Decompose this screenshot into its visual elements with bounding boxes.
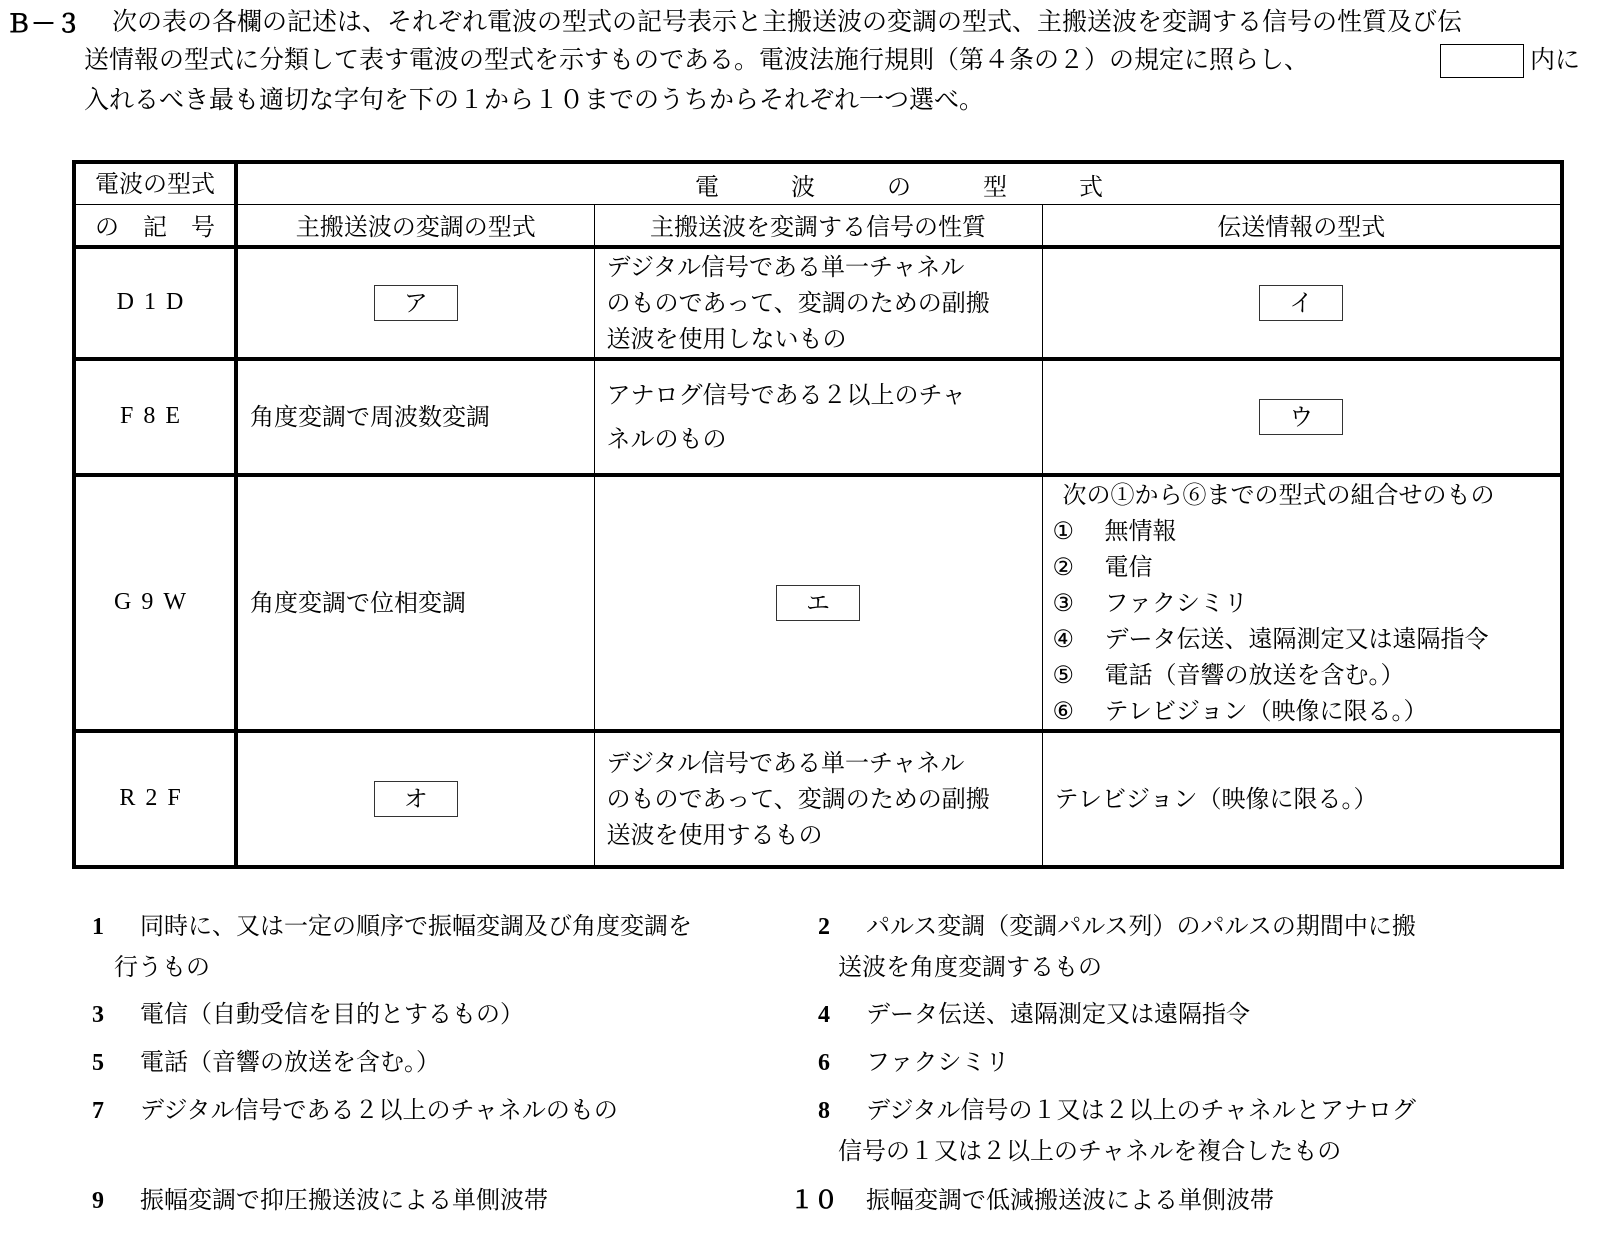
- choice-text: パルス変調（変調パルス列）のパルスの期間中に搬: [866, 912, 1416, 940]
- signal-cell: [594, 359, 1042, 475]
- question-number: Ｂ－３: [6, 11, 82, 38]
- info-list-item: [1053, 513, 1551, 549]
- list-text: 電信: [1104, 552, 1153, 581]
- blank-box-example: [1440, 44, 1524, 78]
- header-modulation-label: 主搬送波の変調の型式: [295, 213, 536, 242]
- choice-text-cont: 信号の１又は２以上のチャネルを複合したもの: [838, 1137, 1342, 1165]
- info-list-item: [1053, 693, 1551, 729]
- list-mark: ⑥: [1052, 696, 1075, 725]
- choice-10[interactable]: [790, 1180, 1274, 1221]
- list-text: 無情報: [1104, 516, 1177, 545]
- table-row: [74, 731, 1562, 867]
- choice-text-cont: 行うもの: [114, 953, 210, 981]
- choice-5[interactable]: [92, 1042, 440, 1083]
- choice-number: １０: [790, 1188, 838, 1214]
- choice-text: デジタル信号である２以上のチャネルのもの: [140, 1096, 618, 1124]
- list-text: ファクシミリ: [1104, 588, 1249, 617]
- info-list-item: [1053, 585, 1551, 621]
- header-group-cell: [236, 162, 1562, 205]
- info-cell: [1042, 359, 1562, 475]
- signal-cell: [594, 731, 1042, 867]
- code-cell: F8E: [74, 359, 236, 475]
- choice-8[interactable]: [818, 1090, 1416, 1171]
- answer-blank-a[interactable]: ア: [374, 285, 458, 321]
- modulation-cell: [236, 475, 594, 731]
- list-mark: ③: [1052, 588, 1075, 617]
- question-text-line2: 送情報の型式に分類して表す電波の型式を示すものである。電波法施行規則（第４条の２）の規定に照らし、: [84, 45, 1310, 74]
- info-list-item: [1053, 621, 1551, 657]
- choice-text: デジタル信号の１又は２以上のチャネルとアナログ: [866, 1096, 1416, 1124]
- choice-text: データ伝送、遠隔測定又は遠隔指令: [866, 1000, 1250, 1028]
- header-symbol-line2: の 記 号: [95, 213, 215, 242]
- choice-text: ファクシミリ: [866, 1048, 1010, 1076]
- signal-line: アナログ信号である２以上のチャ: [606, 380, 966, 409]
- choice-number: 8: [818, 1098, 830, 1124]
- modulation-text: 角度変調で位相変調: [250, 588, 466, 617]
- info-cell: [1042, 475, 1562, 731]
- info-cell: [1042, 731, 1562, 867]
- list-mark: ②: [1052, 552, 1075, 581]
- choice-number: 3: [92, 1002, 104, 1028]
- choice-number: 5: [92, 1050, 104, 1076]
- choice-3[interactable]: [92, 994, 524, 1035]
- answer-blank-u[interactable]: ウ: [1259, 399, 1343, 435]
- info-list-item: [1053, 657, 1551, 693]
- list-text: テレビジョン（映像に限る。）: [1104, 696, 1428, 725]
- modulation-text: 角度変調で周波数変調: [250, 402, 490, 431]
- info-intro: 次の①から⑥までの型式の組合せのもの: [1062, 480, 1495, 509]
- info-list-item: [1053, 549, 1551, 585]
- header-info-label: 伝送情報の型式: [1217, 213, 1386, 242]
- choice-text: 電信（自動受信を目的とするもの）: [140, 1000, 524, 1028]
- list-mark: ①: [1052, 516, 1075, 545]
- modulation-cell: [236, 359, 594, 475]
- question-text-line2-end: 内に: [1530, 45, 1581, 74]
- info-text: テレビジョン（映像に限る。）: [1054, 784, 1378, 813]
- header-group-title: 電 波 の 型 式: [695, 172, 1103, 201]
- list-mark: ⑤: [1052, 660, 1075, 689]
- code-cell: D1D: [74, 247, 236, 359]
- code-cell: R2F: [74, 731, 236, 867]
- list-text: 電話（音響の放送を含む。）: [1104, 660, 1405, 689]
- signal-line: のものであって、変調のための副搬: [606, 784, 990, 813]
- choice-number: 1: [92, 914, 104, 940]
- answer-blank-i[interactable]: イ: [1259, 285, 1343, 321]
- code-cell: G9W: [74, 475, 236, 731]
- radio-wave-type-table: [72, 160, 1564, 869]
- signal-line: デジタル信号である単一チャネル: [606, 748, 965, 777]
- choice-text: 電話（音響の放送を含む。）: [140, 1048, 440, 1076]
- choice-text: 同時に、又は一定の順序で振幅変調及び角度変調を: [140, 912, 692, 940]
- header-signal: [594, 205, 1042, 247]
- info-cell: [1042, 247, 1562, 359]
- list-mark: ④: [1052, 624, 1075, 653]
- signal-cell: [594, 247, 1042, 359]
- choice-9[interactable]: [92, 1180, 548, 1221]
- choice-number: 9: [92, 1188, 104, 1214]
- modulation-cell: [236, 731, 594, 867]
- choice-text: 振幅変調で低減搬送波による単側波帯: [866, 1186, 1274, 1214]
- choice-1[interactable]: [92, 906, 692, 987]
- question-text-line3: 入れるべき最も適切な字句を下の１から１０までのうちからそれぞれ一つ選べ。: [84, 85, 985, 114]
- header-symbol-cell: [74, 162, 236, 205]
- signal-line: 送波を使用しないもの: [606, 324, 847, 353]
- choice-2[interactable]: [818, 906, 1416, 987]
- answer-blank-e[interactable]: エ: [776, 585, 860, 621]
- choice-4[interactable]: [818, 994, 1250, 1035]
- choice-text-cont: 送波を角度変調するもの: [838, 953, 1102, 981]
- question-text-line1: 次の表の各欄の記述は、それぞれ電波の型式の記号表示と主搬送波の変調の型式、主搬送波を変調する信号の性質及び伝: [112, 7, 1463, 36]
- signal-line: 送波を使用するもの: [606, 820, 823, 849]
- signal-line: ネルのもの: [606, 424, 727, 453]
- header-symbol-line1: 電波の型式: [95, 170, 215, 198]
- modulation-cell: [236, 247, 594, 359]
- header-modulation: [236, 205, 594, 247]
- choice-text: 振幅変調で抑圧搬送波による単側波帯: [140, 1186, 548, 1214]
- signal-cell: [594, 475, 1042, 731]
- signal-line: デジタル信号である単一チャネル: [606, 252, 965, 281]
- table-row: [74, 475, 1562, 731]
- choice-7[interactable]: [92, 1090, 618, 1131]
- answer-blank-o[interactable]: オ: [374, 781, 458, 817]
- header-symbol-cell-2: [74, 205, 236, 247]
- header-signal-label: 主搬送波を変調する信号の性質: [650, 213, 986, 242]
- header-info: [1042, 205, 1562, 247]
- choice-number: 4: [818, 1002, 830, 1028]
- signal-line: のものであって、変調のための副搬: [606, 288, 990, 317]
- choice-6[interactable]: [818, 1042, 1010, 1083]
- choice-number: 7: [92, 1098, 104, 1124]
- table-row: [74, 359, 1562, 475]
- choice-number: 6: [818, 1050, 830, 1076]
- choice-number: 2: [818, 914, 830, 940]
- table-row: [74, 247, 1562, 359]
- list-text: データ伝送、遠隔測定又は遠隔指令: [1104, 624, 1489, 653]
